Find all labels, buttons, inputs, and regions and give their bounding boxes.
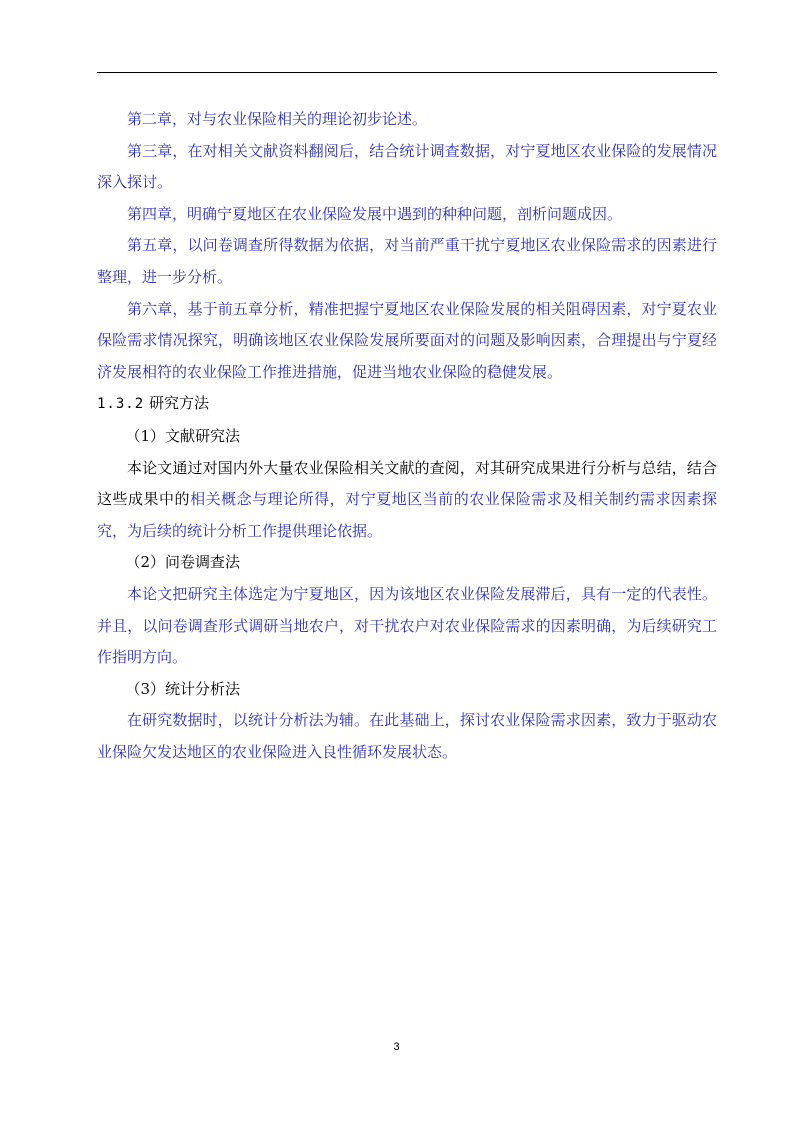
method-2-title: （2）问卷调查法 [125, 553, 241, 572]
method-1-text-black: 本论文通过对国内外大量农业保险相关文献的查阅，对其研究成果进行分析与总结，结合这些成果中的 [97, 458, 717, 509]
paragraph-chapter-4: 第四章，明确宁夏地区在农业保险发展中遇到的种种问题，剖析问题成因。 [127, 204, 623, 223]
page-number: 3 [393, 1041, 400, 1053]
method-1-title: （1）文献研究法 [125, 426, 241, 445]
paragraph-chapter-3: 第三章，在对相关文献资料翻阅后，结合统计调查数据，对宁夏地区农业保险的发展情况深入探讨。 [97, 141, 717, 192]
method-3-title: （3）统计分析法 [125, 679, 241, 698]
method-1-paragraph [97, 453, 717, 548]
paragraph-chapter-2: 第二章，对与农业保险相关的理论初步论述。 [127, 110, 428, 128]
paragraph-chapter-5: 第五章，以问卷调查所得数据为依据，对当前严重干扰宁夏地区农业保险需求的因素进行整理，进一步分析。 [97, 236, 717, 286]
section-title: 研究方法 [148, 394, 209, 413]
header-rule [97, 72, 717, 73]
document-body [97, 104, 717, 768]
method-2-paragraph: 本论文把研究主体选定为宁夏地区，因为该地区农业保险发展滞后，具有一定的代表性。并且，以问卷调查形式调研当地农户，对干扰农户对农业保险需求的因素明确，为后续研究工作指明方向。 [97, 584, 717, 667]
method-3-paragraph: 在研究数据时，以统计分析法为辅。在此基础上，探讨农业保险需求因素，致力于驱动农业保险欠发达地区的农业保险进入良性循环发展状态。 [97, 711, 717, 761]
paragraph-chapter-6: 第六章，基于前五章分析，精准把握宁夏地区农业保险发展的相关阻碍因素，对宁夏农业保险需求情况探究，明确该地区农业保险发展所要面对的问题及影响因素，合理提出与宁夏经济发展相符的农业保险工作推进措施，促进当地农业保险的稳健发展。 [97, 299, 717, 381]
section-number: 1.3.2 [97, 396, 145, 413]
method-1-text-blue: 相关概念与理论所得，对宁夏地区当前的农业保险需求及相关制约需求因素探究，为后续的统计分析工作提供理论依据。 [97, 490, 717, 540]
section-heading [97, 388, 717, 421]
